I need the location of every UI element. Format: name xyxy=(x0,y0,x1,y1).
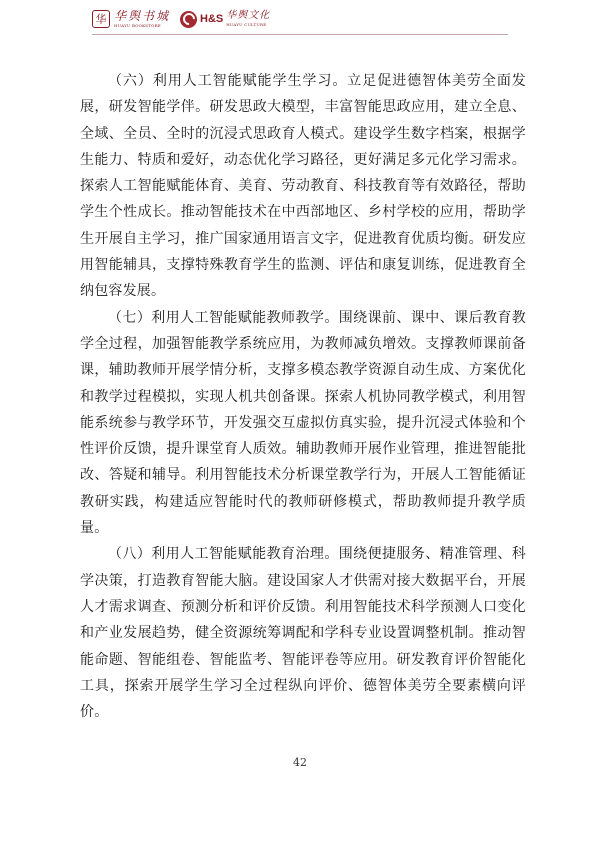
page-number: 42 xyxy=(293,756,307,769)
hs-circle-icon xyxy=(180,11,197,28)
bookstore-mark-icon: 华 xyxy=(92,10,110,28)
culture-logo-subtitle: HUAYU CULTURE xyxy=(226,22,267,27)
hs-culture-logo xyxy=(180,11,270,28)
culture-logo-name: 华舆文化 xyxy=(226,10,271,21)
document-body xyxy=(80,68,526,725)
page-header xyxy=(92,4,270,34)
header-divider xyxy=(92,34,508,35)
huayu-bookstore-logo xyxy=(92,10,170,28)
bookstore-logo-name: 华舆书城 xyxy=(114,9,171,23)
paragraph-teacher-teaching: （七）利用人工智能赋能教师教学。围绕课前、课中、课后教育教学全过程，加强智能教学系统应用，为教师减负增效。支撑教师课前备课，辅助教师开展学情分析，支撑多模态教学资源自动生成、方案优化和教学过程模拟，实现人机共创备课。探索人机协同教学模式，利用智能系统参与教学环节，开发强交互虚拟仿真实验，提升沉浸式体验和个性评价反馈，提升课堂育人质效。辅助教师开展作业管理，推进智能批改、答疑和辅导。利用智能技术分析课堂教学行为，开展人工智能循证教研实践，构建适应智能时代的教师研修模式，帮助教师提升教学质量。 xyxy=(80,309,526,537)
paragraph-education-governance: （八）利用人工智能赋能教育治理。围绕便捷服务、精准管理、科学决策，打造教育智能大脑。建设国家人才供需对接大数据平台，开展人才需求调查、预测分析和评价反馈。利用智能技术科学预测人口变化和产业发展趋势，健全资源统筹调配和学科专业设置调整机制。推动智能命题、智能组卷、智能监考、智能评卷等应用。研发教育评价智能化工具，探索开展学生学习全过程纵向评价、德智体美劳全要素横向评价。 xyxy=(80,546,526,721)
paragraph-student-learning: （六）利用人工智能赋能学生学习。立足促进德智体美劳全面发展，研发智能学伴。研发思政大模型，丰富智能思政应用，建立全息、全域、全员、全时的沉浸式思政育人模式。建设学生数字档案，根据学生能力、特质和爱好，动态优化学习路径，更好满足多元化学习需求。探索人工智能赋能体育、美育、劳动教育、科技教育等有效路径，帮助学生个性成长。推动智能技术在中西部地区、乡村学校的应用，帮助学生开展自主学习，推广国家通用语言文字，促进教育优质均衡。研发应用智能辅具，支撑特殊教育学生的监测、评估和康复训练，促进教育全纳包容发展。 xyxy=(80,73,526,300)
bookstore-logo-subtitle: HUAYU BOOKSTORE xyxy=(114,23,161,28)
hs-logo-text: H&S xyxy=(200,13,224,25)
